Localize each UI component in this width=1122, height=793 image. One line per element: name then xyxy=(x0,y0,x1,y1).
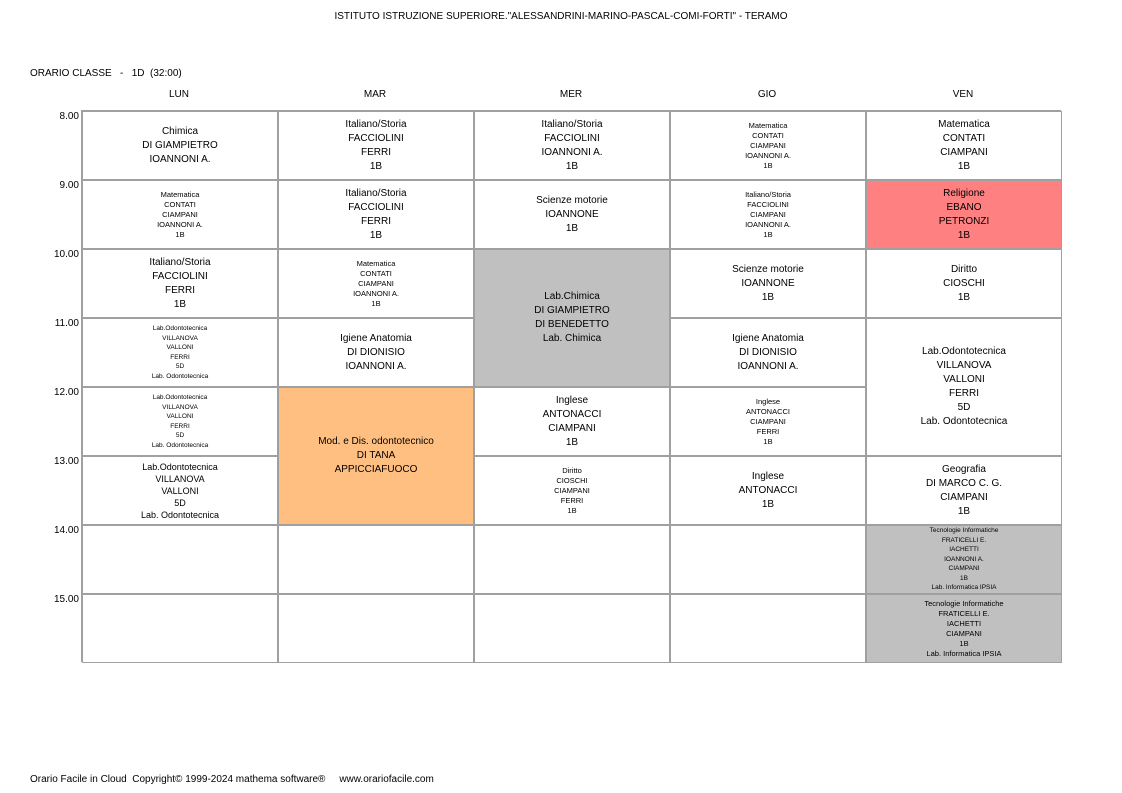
lesson-line: IACHETTI xyxy=(949,546,979,554)
day-header-lun: LUN xyxy=(168,89,189,100)
empty-slot xyxy=(474,525,670,594)
lesson-line: 1B xyxy=(173,298,187,310)
lesson-line: CIAMPANI xyxy=(940,146,988,158)
lesson-line: Tecnologie Informatiche xyxy=(929,527,999,535)
lesson-line: FRATICELLI E. xyxy=(938,608,990,618)
lesson-line: FERRI xyxy=(165,284,195,296)
lesson-line: Lab. Odontotecnica xyxy=(151,441,209,449)
lesson-line: IOANNONI A. xyxy=(353,288,399,298)
lesson-cell xyxy=(474,387,670,456)
empty-slot xyxy=(82,525,278,594)
lesson-line: FACCIOLINI xyxy=(152,270,208,282)
school-title: ISTITUTO ISTRUZIONE SUPERIORE."ALESSANDRINI-MARINO-PASCAL-COMI-FORTI" - TERAMO xyxy=(334,11,788,22)
class-title: ORARIO CLASSE - 1D (32:00) xyxy=(30,68,182,79)
lesson-line: FERRI xyxy=(170,422,190,430)
lesson-cell xyxy=(82,318,278,387)
lesson-line: IOANNONE xyxy=(545,208,599,220)
lesson-line: APPICCIAFUOCO xyxy=(334,464,418,475)
lesson-line: EBANO xyxy=(946,201,982,213)
lesson-cell xyxy=(866,594,1062,663)
lesson-line: IOANNONI A. xyxy=(149,153,211,165)
lesson-line: 5D xyxy=(957,402,971,413)
lesson-line: 1B xyxy=(960,574,968,582)
lesson-line: Lab. Odontotecnica xyxy=(151,372,209,380)
lesson-line: 1B xyxy=(175,229,185,239)
lesson-line: CONTATI xyxy=(360,268,392,278)
lesson-line: Lab.Chimica xyxy=(544,291,600,302)
lesson-line: 1B xyxy=(957,291,971,303)
lesson-line: IOANNONI A. xyxy=(745,150,791,160)
hour-label: 13.00 xyxy=(53,456,79,467)
lesson-line: 1B xyxy=(761,291,775,303)
lesson-line: Diritto xyxy=(562,465,582,475)
lesson-line: Lab.Odontotecnica xyxy=(152,325,208,332)
lesson-line: VALLONI xyxy=(161,485,199,496)
lesson-line: CIAMPANI xyxy=(946,628,982,638)
lesson-line: FERRI xyxy=(170,353,190,361)
lesson-cell xyxy=(670,456,866,525)
lesson-line: Diritto xyxy=(950,263,978,275)
lesson-line: Igiene Anatomia xyxy=(732,332,804,344)
lesson-line: FACCIOLINI xyxy=(348,201,404,213)
lesson-line: FERRI xyxy=(756,426,780,436)
empty-slot xyxy=(670,594,866,663)
lesson-cell xyxy=(670,249,866,318)
lesson-line: IACHETTI xyxy=(946,618,982,628)
lesson-line: 1B xyxy=(763,160,773,170)
lesson-line: FERRI xyxy=(361,146,391,158)
lesson-line: FERRI xyxy=(361,215,391,227)
lesson-line: Matematica xyxy=(160,189,200,199)
lesson-line: Religione xyxy=(943,187,985,199)
lesson-line: ANTONACCI xyxy=(542,408,602,420)
lesson-line: Scienze motorie xyxy=(536,194,608,206)
lesson-line: Scienze motorie xyxy=(732,263,804,275)
lesson-cell xyxy=(866,249,1062,318)
lesson-line: CONTATI xyxy=(164,199,196,209)
day-header-mer: MER xyxy=(559,89,583,100)
lesson-line: Lab.Odontotecnica xyxy=(922,346,1006,357)
lesson-line: VALLONI xyxy=(166,413,194,420)
lesson-line: 1B xyxy=(959,638,969,648)
hour-label: 12.00 xyxy=(53,387,79,398)
lesson-line: Lab. Odontotecnica xyxy=(920,416,1008,427)
lesson-cell xyxy=(670,111,866,180)
lesson-cell xyxy=(82,387,278,456)
empty-slot xyxy=(82,594,278,663)
lesson-line: FACCIOLINI xyxy=(544,132,600,144)
lesson-line: CIAMPANI xyxy=(940,491,988,503)
lesson-line: FERRI xyxy=(560,495,584,505)
lesson-line: IOANNONI A. xyxy=(745,219,791,229)
lesson-line: IOANNONI A. xyxy=(541,146,603,158)
lesson-line: CIAMPANI xyxy=(948,565,980,573)
lesson-line: VILLANOVA xyxy=(162,334,198,342)
lesson-line: Lab. Chimica xyxy=(542,333,602,344)
lesson-line: VILLANOVA xyxy=(162,403,198,411)
lesson-line: PETRONZI xyxy=(938,215,990,227)
lesson-cell xyxy=(278,318,474,387)
lesson-line: DI BENEDETTO xyxy=(535,319,609,330)
day-header-ven: VEN xyxy=(952,89,974,100)
hour-label: 11.00 xyxy=(54,318,79,329)
lesson-line: FACCIOLINI xyxy=(348,132,404,144)
lesson-line: Inglese xyxy=(555,394,589,406)
lesson-cell xyxy=(474,180,670,249)
hour-label: 9.00 xyxy=(59,180,79,191)
lesson-line: 1B xyxy=(763,229,773,239)
lesson-cell xyxy=(670,387,866,456)
lesson-line: IOANNONI A. xyxy=(345,360,407,372)
lesson-line: Lab. Informatica IPSIA xyxy=(931,584,997,592)
lesson-cell xyxy=(474,456,670,525)
lesson-line: FACCIOLINI xyxy=(747,199,789,209)
lesson-line: IOANNONI A. xyxy=(157,219,203,229)
lesson-line: CONTATI xyxy=(752,130,784,140)
lesson-line: Italiano/Storia xyxy=(345,118,407,130)
lesson-line: Lab. Informatica IPSIA xyxy=(926,648,1002,658)
lesson-line: 1B xyxy=(761,498,775,510)
empty-slot xyxy=(670,525,866,594)
lesson-line: 1B xyxy=(763,436,773,446)
lesson-line: VILLANOVA xyxy=(155,473,205,484)
hour-label: 8.00 xyxy=(59,111,79,122)
lesson-line: FERRI xyxy=(949,388,979,399)
lesson-line: 1B xyxy=(957,229,971,241)
lesson-line: 1B xyxy=(957,505,971,517)
lesson-cell xyxy=(866,180,1062,249)
lesson-line: CIAMPANI xyxy=(750,416,786,426)
lesson-line: FRATICELLI E. xyxy=(941,536,987,544)
lesson-line: DI GIAMPIETRO xyxy=(142,139,218,151)
footer-copyright: Orario Facile in Cloud Copyright© 1999-2024 mathema software® www.orariofacile.com xyxy=(30,774,434,785)
lesson-cell xyxy=(670,180,866,249)
lesson-line: CIAMPANI xyxy=(548,422,596,434)
lesson-cell xyxy=(82,180,278,249)
lesson-line: 5D xyxy=(175,363,185,370)
lesson-line: 5D xyxy=(174,497,186,508)
lesson-cell xyxy=(278,111,474,180)
lesson-line: Lab.Odontotecnica xyxy=(152,394,208,401)
lesson-line: IOANNONI A. xyxy=(944,555,984,563)
lesson-line: Italiano/Storia xyxy=(345,187,407,199)
lesson-cell xyxy=(866,111,1062,180)
lesson-line: 1B xyxy=(565,436,579,448)
lesson-line: VALLONI xyxy=(943,374,985,385)
lesson-line: Matematica xyxy=(356,258,396,268)
lesson-line: 5D xyxy=(175,432,185,439)
lesson-line: CIAMPANI xyxy=(554,485,590,495)
hour-label: 14.00 xyxy=(53,525,79,536)
lesson-line: 1B xyxy=(957,160,971,172)
lesson-line: DI DIONISIO xyxy=(739,346,797,358)
lesson-line: Inglese xyxy=(755,396,781,406)
lesson-line: 1B xyxy=(565,160,579,172)
lesson-cell xyxy=(82,111,278,180)
lesson-line: Lab.Odontotecnica xyxy=(142,461,218,472)
lesson-cell xyxy=(82,249,278,318)
lesson-line: 1B xyxy=(369,160,383,172)
lesson-cell xyxy=(278,387,474,525)
lesson-line: Matematica xyxy=(938,118,990,130)
lesson-cell xyxy=(866,318,1062,456)
lesson-line: CIOSCHI xyxy=(556,475,588,485)
hour-label: 10.00 xyxy=(53,249,79,260)
lesson-line: 1B xyxy=(369,229,383,241)
lesson-line: DI DIONISIO xyxy=(347,346,405,358)
lesson-line: CONTATI xyxy=(942,132,986,144)
empty-slot xyxy=(278,525,474,594)
lesson-cell xyxy=(866,525,1062,594)
timetable-grid xyxy=(81,110,1061,662)
lesson-line: CIAMPANI xyxy=(358,278,394,288)
lesson-line: Geografia xyxy=(942,463,986,475)
lesson-line: Igiene Anatomia xyxy=(340,332,412,344)
lesson-line: Lab. Odontotecnica xyxy=(140,509,220,520)
lesson-line: DI MARCO C. G. xyxy=(925,477,1003,489)
lesson-line: Chimica xyxy=(161,125,199,137)
lesson-cell xyxy=(82,456,278,525)
day-header-mar: MAR xyxy=(363,89,387,100)
lesson-cell xyxy=(474,111,670,180)
lesson-cell xyxy=(278,249,474,318)
lesson-line: 1B xyxy=(371,298,381,308)
lesson-line: Inglese xyxy=(751,470,785,482)
lesson-cell xyxy=(866,456,1062,525)
lesson-line: CIOSCHI xyxy=(943,277,985,289)
hour-label: 15.00 xyxy=(53,594,79,605)
lesson-cell xyxy=(278,180,474,249)
empty-slot xyxy=(474,594,670,663)
lesson-line: IOANNONI A. xyxy=(737,360,799,372)
lesson-cell xyxy=(670,318,866,387)
lesson-line: VALLONI xyxy=(166,344,194,351)
lesson-line: Italiano/Storia xyxy=(541,118,603,130)
lesson-line: Italiano/Storia xyxy=(149,256,211,268)
lesson-line: ANTONACCI xyxy=(745,406,791,416)
lesson-cell xyxy=(474,249,670,387)
lesson-line: Tecnologie Informatiche xyxy=(924,598,1004,608)
lesson-line: Matematica xyxy=(748,120,788,130)
lesson-line: IOANNONE xyxy=(741,277,795,289)
lesson-line: 1B xyxy=(565,222,579,234)
lesson-line: Mod. e Dis. odontotecnico xyxy=(318,436,434,447)
lesson-line: DI TANA xyxy=(356,450,396,461)
lesson-line: CIAMPANI xyxy=(162,209,198,219)
lesson-line: VILLANOVA xyxy=(936,360,992,371)
lesson-line: CIAMPANI xyxy=(750,140,786,150)
lesson-line: Italiano/Storia xyxy=(745,189,791,199)
lesson-line: CIAMPANI xyxy=(750,209,786,219)
lesson-line: 1B xyxy=(567,505,577,515)
lesson-line: ANTONACCI xyxy=(738,484,798,496)
day-header-gio: GIO xyxy=(757,89,777,100)
lesson-line: DI GIAMPIETRO xyxy=(534,305,610,316)
empty-slot xyxy=(278,594,474,663)
